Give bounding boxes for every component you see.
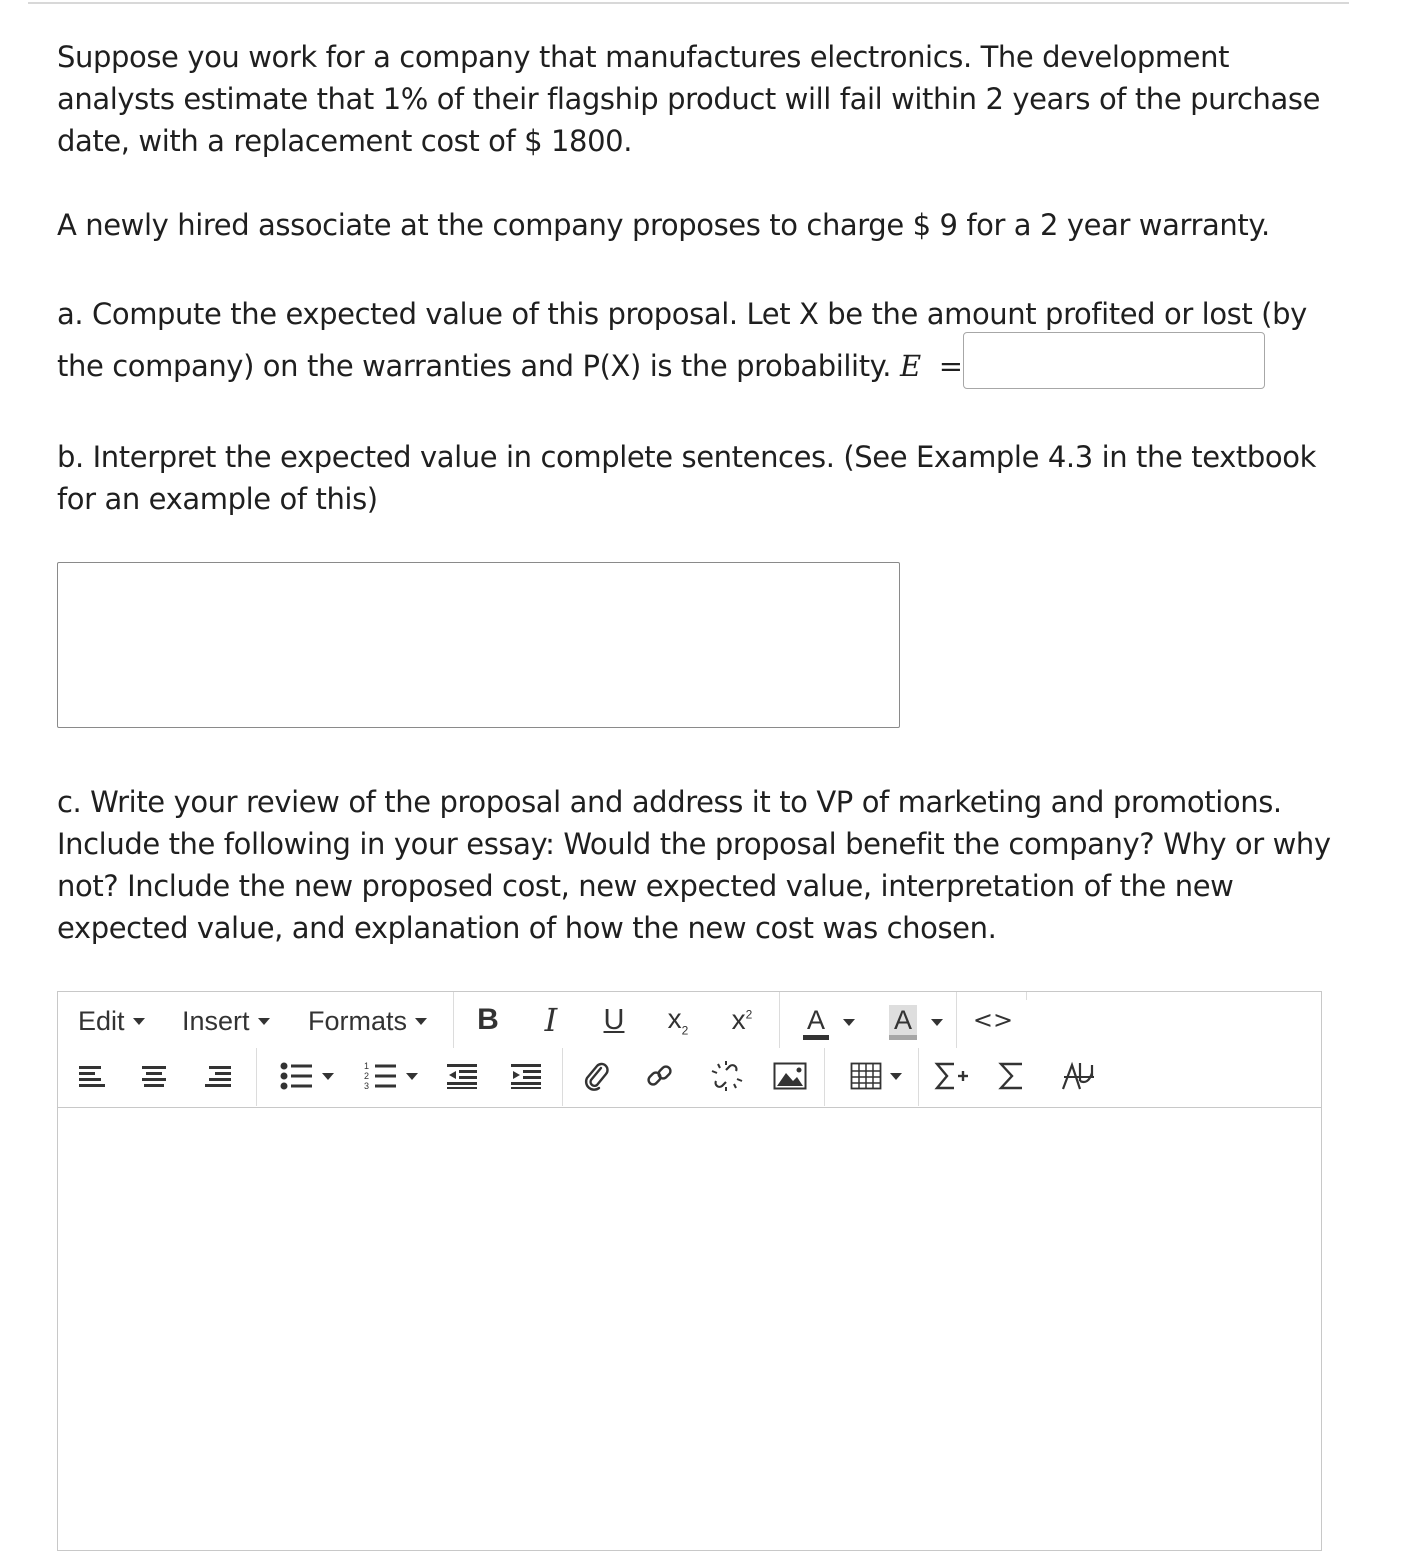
text-color-button[interactable] xyxy=(796,1000,862,1044)
equation-icon xyxy=(934,1060,970,1092)
svg-text:1: 1 xyxy=(364,1061,370,1071)
background-color-button[interactable] xyxy=(881,1000,951,1044)
edit-menu-label: Edit xyxy=(78,1005,125,1036)
unlink-button[interactable] xyxy=(704,1056,748,1096)
attachment-button[interactable] xyxy=(576,1056,616,1096)
text-color-icon: A xyxy=(803,1005,829,1040)
formats-menu-label: Formats xyxy=(308,1005,408,1036)
subscript-x: x xyxy=(667,1002,682,1034)
editor-toolbar xyxy=(58,992,1321,1108)
toolbar-separator xyxy=(918,1048,919,1106)
indent-button[interactable] xyxy=(506,1056,546,1096)
underline-icon: U xyxy=(603,1003,625,1036)
italic-button[interactable] xyxy=(533,1000,569,1040)
chevron-down-icon xyxy=(322,1073,334,1080)
math-e-symbol: E xyxy=(899,349,921,383)
subscript-icon xyxy=(668,1003,689,1038)
rich-text-editor xyxy=(57,991,1322,1551)
question-proposal: A newly hired associate at the company proposes to charge $ 9 for a 2 year warranty. xyxy=(57,208,1270,242)
superscript-two: 2 xyxy=(745,1007,753,1022)
chevron-down-icon xyxy=(415,1018,427,1025)
top-divider xyxy=(28,2,1349,4)
toolbar-separator xyxy=(562,1048,563,1106)
table-icon xyxy=(850,1062,882,1090)
expected-value-input[interactable] xyxy=(963,332,1265,389)
toolbar-separator xyxy=(256,1048,257,1106)
math-equals: = xyxy=(938,349,963,383)
subscript-two: 2 xyxy=(681,1023,689,1038)
subscript-button[interactable] xyxy=(658,1000,698,1040)
align-center-button[interactable] xyxy=(134,1056,174,1096)
numbered-list-button[interactable] xyxy=(354,1056,426,1096)
interpretation-textarea[interactable] xyxy=(57,562,900,728)
chevron-down-icon xyxy=(258,1018,270,1025)
equation-editor-button[interactable] xyxy=(930,1056,974,1096)
sigma-button[interactable] xyxy=(992,1056,1032,1096)
table-button[interactable] xyxy=(840,1056,912,1096)
attachment-icon xyxy=(580,1060,612,1092)
edit-menu[interactable] xyxy=(78,1002,145,1040)
superscript-icon xyxy=(732,1004,753,1036)
bullet-list-icon xyxy=(278,1060,314,1092)
indent-icon xyxy=(509,1061,543,1091)
chevron-down-icon xyxy=(931,1019,943,1026)
part-c-prompt: c. Write your review of the proposal and address it to VP of marketing and promotions. Include the following in your essay: Would the proposal benefit the company? Why or why not? Include the new proposed cost, new expected value, interpretation of the new expected value, and explanation of how the new cost was chosen. xyxy=(57,785,1331,945)
outdent-icon xyxy=(445,1061,479,1091)
align-right-icon xyxy=(203,1061,233,1091)
toolbar-separator xyxy=(956,992,957,1048)
link-icon xyxy=(644,1060,676,1092)
toolbar-separator xyxy=(824,1048,825,1106)
svg-text:3: 3 xyxy=(364,1081,370,1091)
formats-menu[interactable] xyxy=(308,1002,427,1040)
superscript-x: x xyxy=(731,1004,746,1035)
question-intro: Suppose you work for a company that manufactures electronics. The development analysts estimate that 1% of their flagship product will fail within 2 years of the purchase date, with a replacement cost of $ 1800. xyxy=(57,40,1321,158)
chevron-down-icon xyxy=(406,1073,418,1080)
outdent-button[interactable] xyxy=(442,1056,482,1096)
underline-button[interactable] xyxy=(596,1000,632,1040)
special-character-button[interactable] xyxy=(1056,1056,1100,1096)
align-center-icon xyxy=(139,1061,169,1091)
svg-text:2: 2 xyxy=(364,1071,370,1081)
bold-button[interactable] xyxy=(470,1000,506,1040)
toolbar-separator xyxy=(1026,992,1027,1000)
image-button[interactable] xyxy=(768,1056,812,1096)
chevron-down-icon xyxy=(890,1073,902,1080)
source-code-icon: <> xyxy=(972,1006,1014,1034)
chevron-down-icon xyxy=(133,1018,145,1025)
sigma-icon xyxy=(998,1060,1026,1092)
bold-icon: B xyxy=(477,1003,499,1036)
background-color-icon: A xyxy=(889,1005,917,1040)
italic-icon: I xyxy=(544,1001,558,1039)
special-character-icon xyxy=(1060,1059,1096,1093)
chevron-down-icon xyxy=(843,1019,855,1026)
align-left-button[interactable] xyxy=(72,1056,112,1096)
source-code-button[interactable] xyxy=(970,1000,1016,1040)
toolbar-separator xyxy=(453,992,454,1048)
insert-menu[interactable] xyxy=(182,1002,270,1040)
part-a-text: a. Compute the expected value of this proposal. Let X be the amount profited or lost (by the company) on the warranties and P(X) is the probability. xyxy=(57,297,1307,383)
align-right-button[interactable] xyxy=(198,1056,238,1096)
editor-content-area[interactable] xyxy=(58,1108,1321,1550)
toolbar-separator xyxy=(779,992,780,1048)
numbered-list-icon xyxy=(362,1060,398,1092)
image-icon xyxy=(773,1062,807,1090)
align-left-icon xyxy=(77,1061,107,1091)
part-b-prompt: b. Interpret the expected value in complete sentences. (See Example 4.3 in the textbook for an example of this) xyxy=(57,440,1316,516)
insert-menu-label: Insert xyxy=(182,1005,250,1036)
superscript-button[interactable] xyxy=(722,1000,762,1040)
link-button[interactable] xyxy=(640,1056,680,1096)
bullet-list-button[interactable] xyxy=(270,1056,342,1096)
unlink-icon xyxy=(708,1059,744,1093)
